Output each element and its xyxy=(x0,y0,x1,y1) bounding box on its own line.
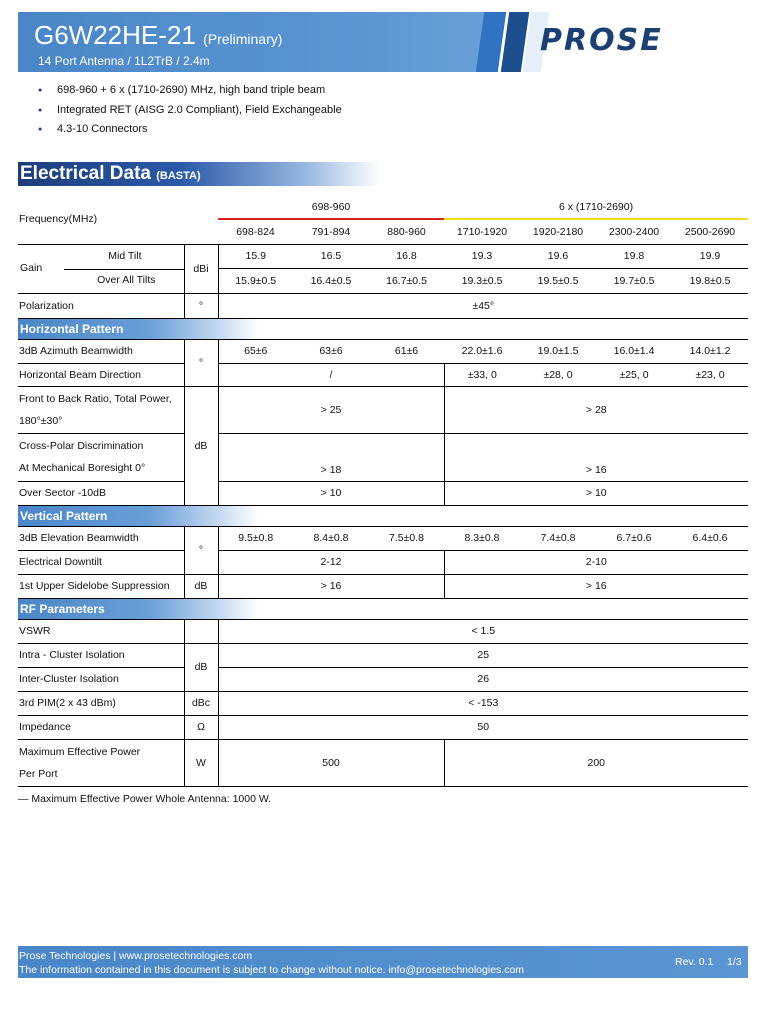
cross-polar-row xyxy=(18,433,748,481)
band-header: 2300-2400 xyxy=(596,219,672,244)
max-power-label xyxy=(18,739,184,786)
gain-value: 19.9 xyxy=(672,244,748,269)
gain-divider xyxy=(64,269,184,270)
horizontal-db-unit: dB xyxy=(184,386,218,505)
pim-unit: dBc xyxy=(184,691,218,715)
gain-value: 19.5±0.5 xyxy=(520,269,596,294)
section-header-cell xyxy=(18,505,748,526)
rf-parameters-section xyxy=(18,598,748,619)
pim-value: < -153 xyxy=(218,691,748,715)
gain-cell xyxy=(18,244,184,293)
gain-value: 19.6 xyxy=(520,244,596,269)
sidelobe-row xyxy=(18,574,748,598)
band-header: 1710-1920 xyxy=(444,219,520,244)
frequency-group-row xyxy=(18,195,748,219)
gain-unit: dBi xyxy=(184,244,218,293)
page-number: 1/3 xyxy=(727,956,742,968)
front-to-back-row xyxy=(18,386,748,433)
azimuth-value: 16.0±1.4 xyxy=(596,339,672,363)
intra-cluster-value: 25 xyxy=(218,643,748,667)
footer-company: Prose Technologies | www.prosetechnologies.com xyxy=(19,950,253,962)
polarization-value: ±45° xyxy=(218,293,748,318)
gain-value: 19.8±0.5 xyxy=(672,269,748,294)
cross-polar-label xyxy=(18,433,184,481)
beam-direction-low: / xyxy=(218,363,444,386)
inter-cluster-row xyxy=(18,667,748,691)
sidelobe-low: > 16 xyxy=(218,574,444,598)
elevation-value: 7.4±0.8 xyxy=(520,526,596,550)
impedance-row xyxy=(18,715,748,739)
gain-value: 15.9 xyxy=(218,244,293,269)
elevation-value: 6.7±0.6 xyxy=(596,526,672,550)
inter-cluster-label: Inter-Cluster Isolation xyxy=(18,667,184,691)
polarization-row xyxy=(18,293,748,318)
over-sector-label: Over Sector -10dB xyxy=(18,481,184,505)
elevation-value: 8.3±0.8 xyxy=(444,526,520,550)
over-sector-low: > 10 xyxy=(218,481,444,505)
vswr-value: < 1.5 xyxy=(218,619,748,643)
prose-logo: PROSE xyxy=(540,23,663,58)
gain-value: 15.9±0.5 xyxy=(218,269,293,294)
elevation-unit: ° xyxy=(184,526,218,574)
max-power-label-line2: Per Port xyxy=(19,767,58,780)
gain-value: 19.8 xyxy=(596,244,672,269)
feature-list xyxy=(38,81,342,140)
polarization-label: Polarization xyxy=(18,293,184,318)
band-header: 2500-2690 xyxy=(672,219,748,244)
beam-direction-row xyxy=(18,363,748,386)
cross-polar-low: > 18 xyxy=(218,433,444,481)
revision: Rev. 0.1 xyxy=(675,956,714,968)
product-subtitle: 14 Port Antenna / 1L2TrB / 2.4m xyxy=(38,54,210,68)
band-header: 698-824 xyxy=(218,219,293,244)
downtilt-row xyxy=(18,550,748,574)
gain-value: 16.8 xyxy=(369,244,444,269)
max-power-row xyxy=(18,739,748,786)
max-power-label-line1: Maximum Effective Power xyxy=(19,745,141,758)
gain-value: 16.7±0.5 xyxy=(369,269,444,294)
footer-disclaimer: The information contained in this document is subject to change without notice. info@prosetechnologies.com xyxy=(19,964,525,976)
max-power-unit: W xyxy=(184,739,218,786)
downtilt-low: 2-12 xyxy=(218,550,444,574)
section-header-cell xyxy=(18,318,748,339)
product-title xyxy=(34,20,282,54)
band-header: 880-960 xyxy=(369,219,444,244)
elevation-value: 7.5±0.8 xyxy=(369,526,444,550)
feature-item: ● Integrated RET (AISG 2.0 Compliant), Field Exchangeable xyxy=(38,101,342,121)
front-to-back-label-line1: Front to Back Ratio, Total Power, xyxy=(19,392,172,405)
rf-parameters-title: RF Parameters xyxy=(18,599,258,619)
all-tilts-label: Over All Tilts xyxy=(97,273,156,286)
over-sector-row xyxy=(18,481,748,505)
gain-value: 19.3±0.5 xyxy=(444,269,520,294)
sidelobe-label: 1st Upper Sidelobe Suppression xyxy=(18,574,184,598)
azimuth-value: 14.0±1.2 xyxy=(672,339,748,363)
cross-polar-high: > 16 xyxy=(444,433,748,481)
front-to-back-high: > 28 xyxy=(444,386,748,433)
beam-direction-value: ±25, 0 xyxy=(596,363,672,386)
cross-polar-label-line2: At Mechanical Boresight 0° xyxy=(19,462,146,474)
downtilt-label: Electrical Downtilt xyxy=(18,550,184,574)
elevation-value: 6.4±0.6 xyxy=(672,526,748,550)
gain-value: 16.4±0.5 xyxy=(293,269,369,294)
vertical-pattern-section xyxy=(18,505,748,526)
low-band-group: 698-960 xyxy=(218,195,444,219)
frequency-label: Frequency(MHz) xyxy=(18,195,218,244)
document-footer xyxy=(18,946,748,978)
feature-item: ● 4.3-10 Connectors xyxy=(38,120,342,140)
max-power-low: 500 xyxy=(218,739,444,786)
front-to-back-low: > 25 xyxy=(218,386,444,433)
azimuth-beamwidth-row xyxy=(18,339,748,363)
beam-direction-value: ±28, 0 xyxy=(520,363,596,386)
sidelobe-high: > 16 xyxy=(444,574,748,598)
gain-value: 19.7±0.5 xyxy=(596,269,672,294)
footnote: — Maximum Effective Power Whole Antenna: 1000 W. xyxy=(18,793,272,805)
sidelobe-unit: dB xyxy=(184,574,218,598)
feature-item: ● 698-960 + 6 x (1710-2690) MHz, high band triple beam xyxy=(38,81,342,101)
vswr-label: VSWR xyxy=(18,619,184,643)
intra-cluster-label: Intra - Cluster Isolation xyxy=(18,643,184,667)
downtilt-high: 2-10 xyxy=(444,550,748,574)
isolation-unit: dB xyxy=(184,643,218,691)
elevation-beamwidth-row xyxy=(18,526,748,550)
beam-direction-value: ±33, 0 xyxy=(444,363,520,386)
impedance-label: Impedance xyxy=(18,715,184,739)
preliminary-tag: (Preliminary) xyxy=(203,31,283,47)
polarization-unit: ° xyxy=(184,293,218,318)
band-header: 1920-2180 xyxy=(520,219,596,244)
inter-cluster-value: 26 xyxy=(218,667,748,691)
impedance-value: 50 xyxy=(218,715,748,739)
azimuth-value: 61±6 xyxy=(369,339,444,363)
elevation-label: 3dB Elevation Beamwidth xyxy=(18,526,184,550)
document-header xyxy=(18,12,748,72)
azimuth-value: 22.0±1.6 xyxy=(444,339,520,363)
electrical-spec-table xyxy=(18,195,748,787)
section-title: Electrical Data xyxy=(20,163,151,184)
horizontal-pattern-title: Horizontal Pattern xyxy=(18,319,258,339)
vswr-unit xyxy=(184,619,218,643)
gain-value: 19.3 xyxy=(444,244,520,269)
elevation-value: 9.5±0.8 xyxy=(218,526,293,550)
over-sector-high: > 10 xyxy=(444,481,748,505)
high-band-group: 6 x (1710-2690) xyxy=(444,195,748,219)
cross-polar-label-line1: Cross-Polar Discrimination xyxy=(19,440,144,452)
azimuth-value: 63±6 xyxy=(293,339,369,363)
vertical-pattern-title: Vertical Pattern xyxy=(18,506,258,526)
mid-tilt-label: Mid Tilt xyxy=(108,249,142,262)
horizontal-pattern-section xyxy=(18,318,748,339)
azimuth-label: 3dB Azimuth Beamwidth xyxy=(18,339,184,363)
azimuth-value: 19.0±1.5 xyxy=(520,339,596,363)
front-to-back-label-line2: 180°±30° xyxy=(19,414,63,427)
azimuth-value: 65±6 xyxy=(218,339,293,363)
azimuth-unit: ° xyxy=(184,339,218,386)
pim-row xyxy=(18,691,748,715)
model-number: G6W22HE-21 xyxy=(34,20,196,50)
gain-mid-tilt-row xyxy=(18,244,748,269)
vswr-row xyxy=(18,619,748,643)
beam-direction-label: Horizontal Beam Direction xyxy=(18,363,184,386)
electrical-data-heading xyxy=(18,162,380,186)
impedance-unit: Ω xyxy=(184,715,218,739)
beam-direction-value: ±23, 0 xyxy=(672,363,748,386)
front-to-back-label xyxy=(18,386,184,433)
pim-label: 3rd PIM(2 x 43 dBm) xyxy=(18,691,184,715)
section-header-cell xyxy=(18,598,748,619)
gain-value: 16.5 xyxy=(293,244,369,269)
max-power-high: 200 xyxy=(444,739,748,786)
elevation-value: 8.4±0.8 xyxy=(293,526,369,550)
band-header: 791-894 xyxy=(293,219,369,244)
gain-label: Gain xyxy=(20,261,43,274)
section-subtitle: (BASTA) xyxy=(156,170,201,182)
intra-cluster-row xyxy=(18,643,748,667)
